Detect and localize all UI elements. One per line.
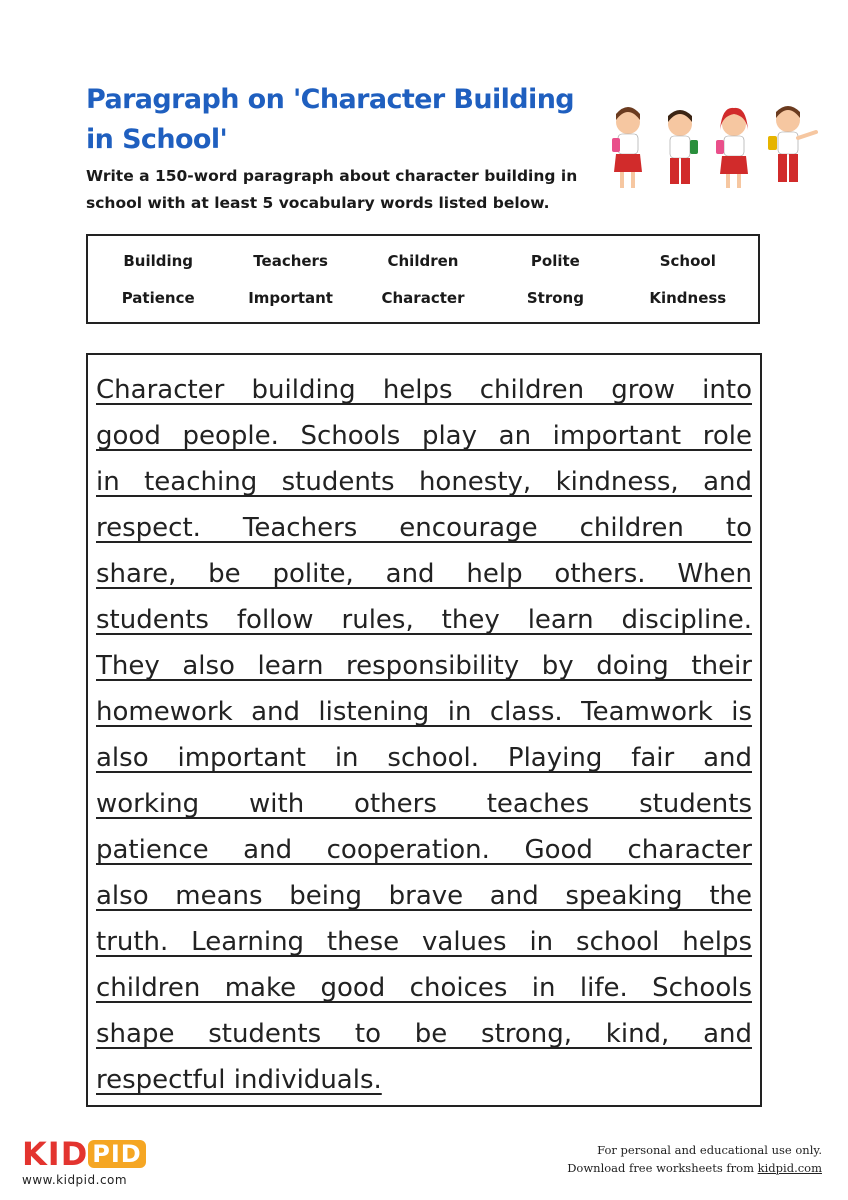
paragraph-line: share, be polite, and help others. When [96,559,752,589]
logo-pid: PID [88,1140,145,1168]
vocab-word: Polite [530,251,580,270]
footer-notice [567,1141,822,1177]
paragraph-line: Character building helps children grow into [96,375,752,405]
kidpid-logo [22,1137,146,1187]
logo-wordmark [22,1137,146,1171]
vocab-word: Kindness [649,288,727,307]
worksheet-title: Paragraph on 'Character Building in School' [86,84,575,155]
paragraph-line: children make good choices in life. Schools [96,973,752,1003]
paragraph-line: patience and cooperation. Good character [96,835,752,865]
footer-download-note [567,1159,822,1177]
vocab-word: School [659,251,716,270]
vocabulary-word-box [86,234,760,324]
vocab-word: Important [248,288,333,307]
logo-kid: KID [22,1135,89,1173]
child-2 [668,110,698,184]
paragraph-line: truth. Learning these values in school helps [96,927,752,957]
child-1 [612,107,642,188]
logo-url: www.kidpid.com [22,1173,128,1187]
vocab-word: Strong [526,288,584,307]
paragraph-line: respect. Teachers encourage children to [96,513,752,543]
paragraph-line: also important in school. Playing fair and [96,743,752,773]
paragraph-line: working with others teaches students [96,789,752,819]
footer-kidpid-link[interactable]: kidpid.com [757,1161,822,1175]
child-3 [716,108,748,188]
paragraph-line: shape students to be strong, kind, and [96,1019,752,1049]
paragraph-line: good people. Schools play an important role [96,421,752,451]
paragraph-line: respectful individuals. [96,1065,382,1095]
footer-usage-note: For personal and educational use only. [597,1143,822,1157]
paragraph-line: also means being brave and speaking the [96,881,752,911]
vocab-word: Children [387,251,459,270]
school-children-illustration [604,100,824,200]
paragraph-line: homework and listening in class. Teamwork is [96,697,752,727]
vocab-word: Building [123,251,194,270]
vocab-word: Character [381,288,465,307]
vocab-word: Patience [121,288,195,307]
child-4 [768,106,816,182]
paragraph-line: students follow rules, they learn discipline. [96,605,752,635]
footer-download-text: Download free worksheets from [567,1161,754,1175]
paragraph-line: in teaching students honesty, kindness, and [96,467,752,497]
paragraph-line: They also learn responsibility by doing their [96,651,752,681]
worksheet-instruction: Write a 150-word paragraph about character building in school with at least 5 vocabulary words listed below. [86,167,578,212]
vocab-word: Teachers [253,251,328,270]
paragraph-box [86,353,762,1107]
